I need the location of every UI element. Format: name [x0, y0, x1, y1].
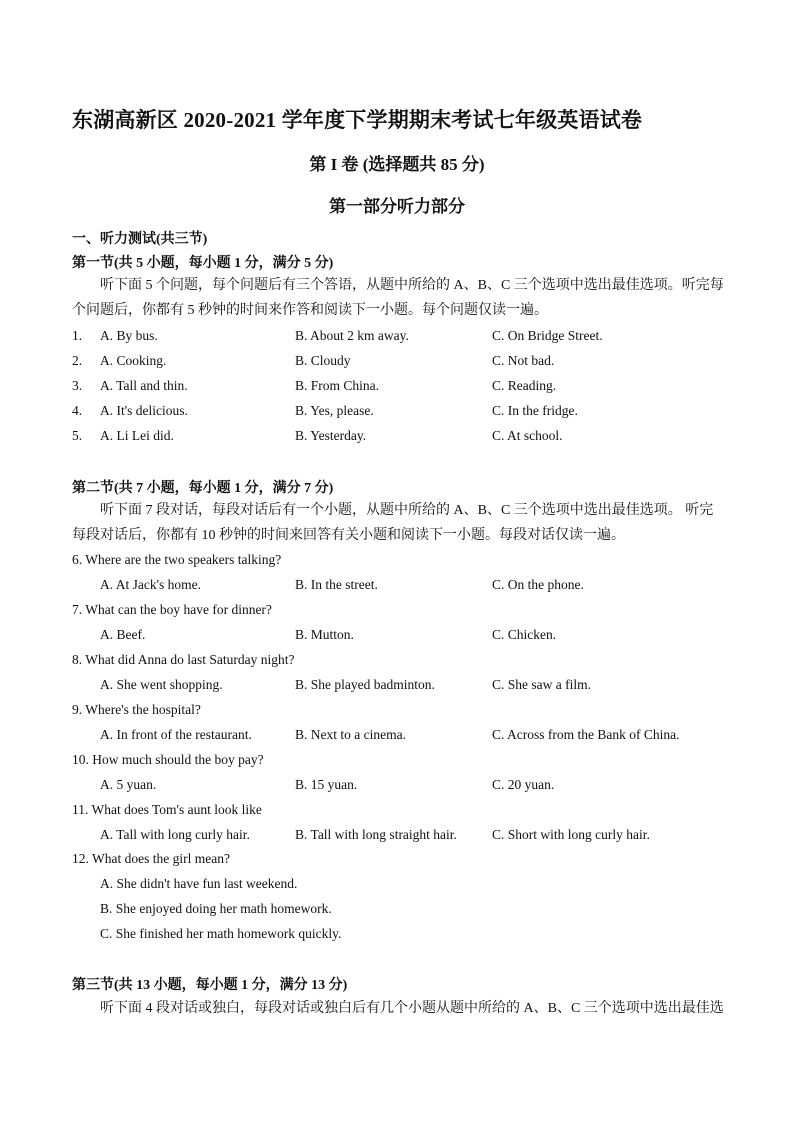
option-c: C. 20 yuan.: [492, 777, 555, 792]
question-text: 7. What can the boy have for dinner?: [72, 602, 272, 617]
question-number: 3.: [72, 378, 83, 393]
section1-instruction: 听下面 5 个问题，每个问题后有三个答语，从题中所给的 A、B、C 三个选项中选出最佳选项。听完每个问题后，你都有 5 秒钟的时间来作答和阅读下一小题。每个问题仅读一遍。: [72, 278, 724, 318]
question-number: 2.: [72, 353, 83, 368]
option-b: B. Tall with long straight hair.: [295, 827, 457, 842]
section-heading: 一、听力测试(共三节): [72, 232, 208, 247]
question-row: [72, 373, 732, 398]
option-a: A. It's delicious.: [100, 403, 188, 418]
option-c: C. Not bad.: [492, 353, 555, 368]
question-number: 1.: [72, 328, 83, 343]
option-b: B. Cloudy: [295, 353, 351, 368]
option-a: A. Beef.: [100, 627, 146, 642]
part-heading: 第一部分听力部分: [329, 197, 465, 216]
option-c: C. Short with long curly hair.: [492, 827, 650, 842]
option-a: A. Tall with long curly hair.: [100, 827, 250, 842]
option-a: A. By bus.: [100, 328, 158, 343]
section1-heading: 第一节(共 5 小题，每小题 1 分，满分 5 分): [72, 256, 334, 271]
option-c: C. In the fridge.: [492, 403, 578, 418]
option-b: B. She enjoyed doing her math homework.: [100, 901, 332, 916]
volume-heading: 第 I 卷 (选择题共 85 分): [309, 155, 485, 174]
option-c: C. Chicken.: [492, 627, 557, 642]
option-b: B. In the street.: [295, 577, 378, 592]
option-b: B. Yes, please.: [295, 403, 374, 418]
section2-instruction: 听下面 7 段对话，每段对话后有一个小题，从题中所给的 A、B、C 三个选项中选出最佳选项。 听完每段对话后，你都有 10 秒钟的时间来回答有关小题和阅读下一小题。每段对话仅读一遍。: [72, 503, 714, 543]
option-b: B. 15 yuan.: [295, 777, 358, 792]
section2-heading: 第二节(共 7 小题，每小题 1 分，满分 7 分): [72, 481, 334, 496]
option-a: A. She went shopping.: [100, 677, 223, 692]
question-number: 5.: [72, 428, 83, 443]
option-b: B. Mutton.: [295, 627, 354, 642]
exam-title: 东湖高新区 2020-2021 学年度下学期期末考试七年级英语试卷: [72, 108, 643, 132]
option-b: B. She played badminton.: [295, 677, 435, 692]
option-c: C. At school.: [492, 428, 563, 443]
question-row: [72, 772, 732, 797]
question-number: 4.: [72, 403, 83, 418]
question-text: 9. Where's the hospital?: [72, 702, 201, 717]
question-row: [72, 822, 732, 847]
question-row: [72, 423, 732, 448]
option-a: A. Cooking.: [100, 353, 167, 368]
option-b: B. About 2 km away.: [295, 328, 409, 343]
question-text: 11. What does Tom's aunt look like: [72, 802, 262, 817]
question-row: [72, 572, 732, 597]
option-c: C. On the phone.: [492, 577, 584, 592]
question-row: [72, 672, 732, 697]
option-b: B. From China.: [295, 378, 380, 393]
option-a: A. She didn't have fun last weekend.: [100, 876, 298, 891]
option-c: C. On Bridge Street.: [492, 328, 603, 343]
question-row: [72, 398, 732, 423]
question-text: 8. What did Anna do last Saturday night?: [72, 652, 295, 667]
question-text: 12. What does the girl mean?: [72, 851, 230, 866]
option-a: A. In front of the restaurant.: [100, 727, 252, 742]
question-row: [72, 323, 732, 348]
question-text: 6. Where are the two speakers talking?: [72, 552, 282, 567]
option-b: B. Yesterday.: [295, 428, 367, 443]
option-a: A. 5 yuan.: [100, 777, 157, 792]
option-c: C. She finished her math homework quickly.: [100, 926, 342, 941]
option-a: A. Li Lei did.: [100, 428, 174, 443]
section3-instruction: 听下面 4 段对话或独白，每段对话或独白后有几个小题从题中所给的 A、B、C 三个选项中选出最佳选: [100, 1001, 724, 1016]
question-row: [72, 722, 732, 747]
question-row: [72, 622, 732, 647]
option-a: A. At Jack's home.: [100, 577, 202, 592]
option-c: C. She saw a film.: [492, 677, 591, 692]
option-a: A. Tall and thin.: [100, 378, 188, 393]
option-c: C. Across from the Bank of China.: [492, 727, 680, 742]
option-b: B. Next to a cinema.: [295, 727, 406, 742]
question-text: 10. How much should the boy pay?: [72, 752, 264, 767]
section3-heading: 第三节(共 13 小题，每小题 1 分，满分 13 分): [72, 978, 348, 993]
option-c: C. Reading.: [492, 378, 557, 393]
question-row: [72, 348, 732, 373]
